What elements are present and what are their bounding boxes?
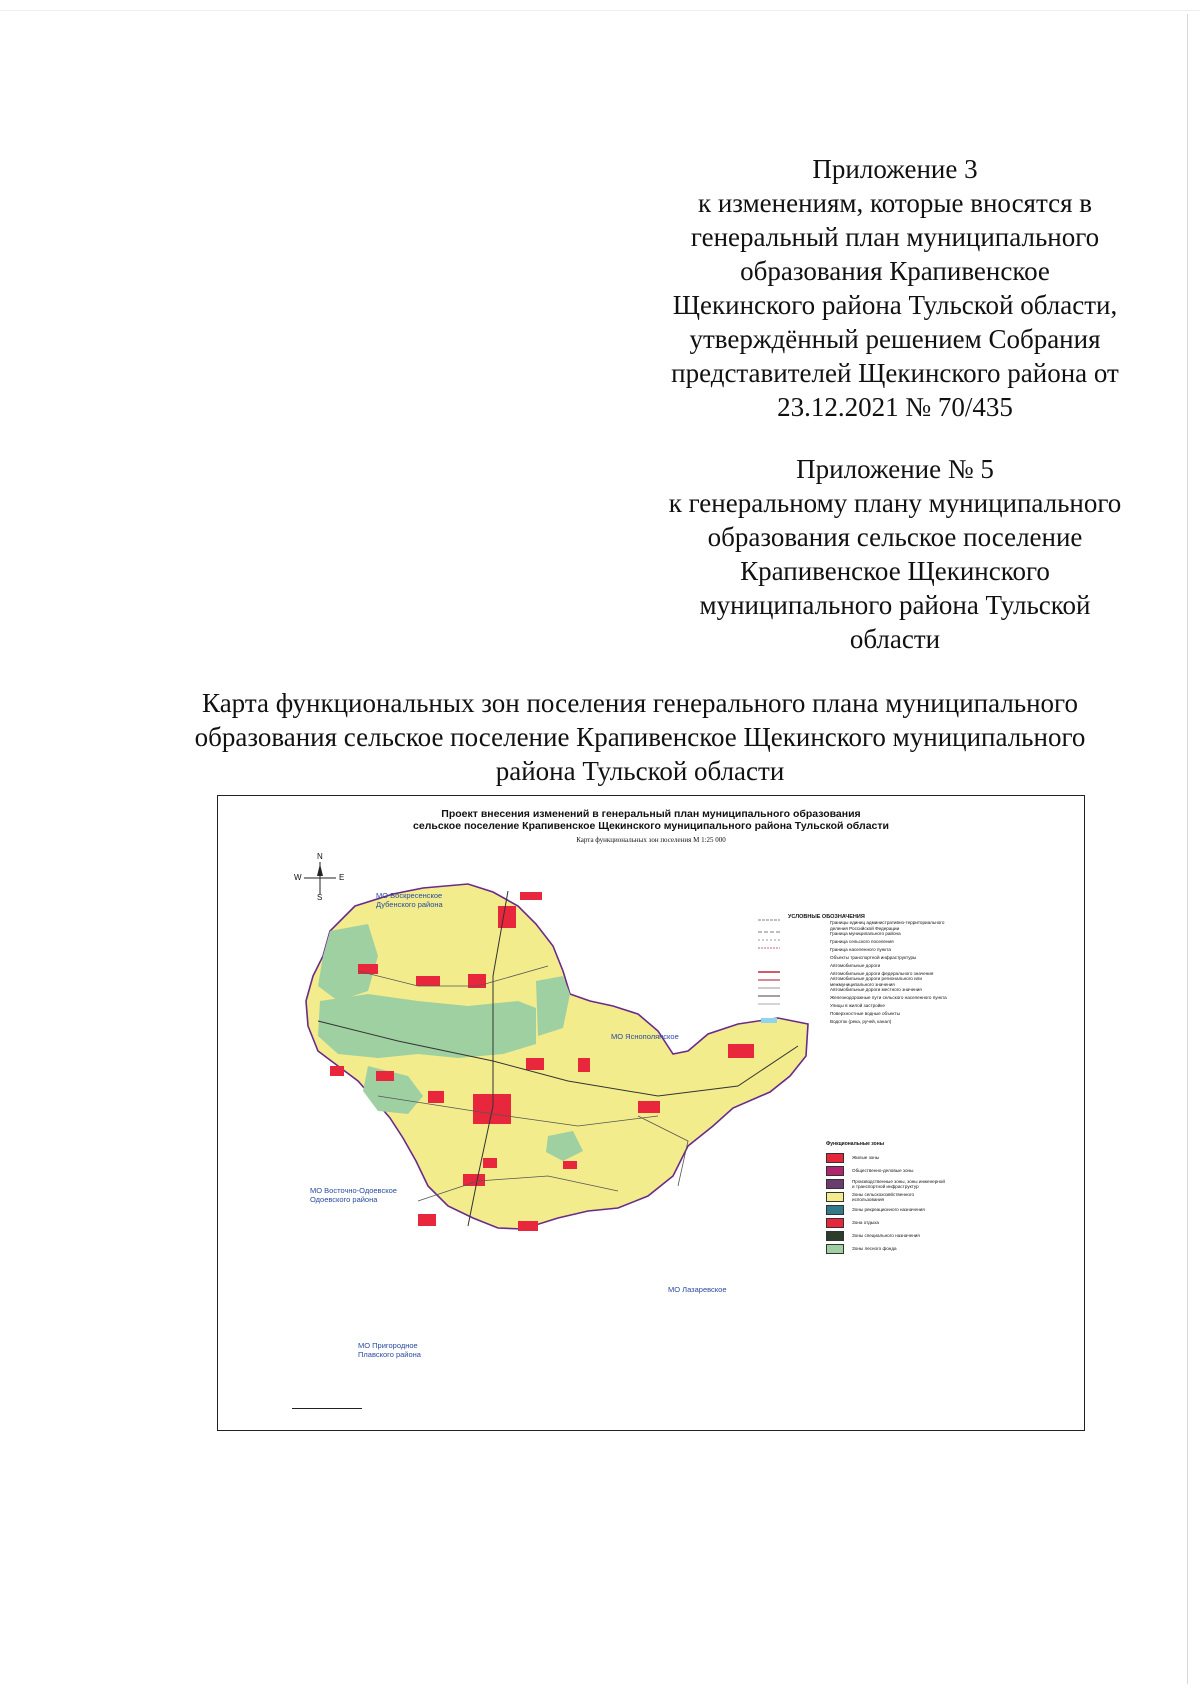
zone-item bbox=[826, 1243, 946, 1256]
legend-item-label: Границы единиц административно-территориального деления Российской Федерации bbox=[830, 920, 945, 931]
document-title bbox=[160, 686, 1120, 788]
legend-item-label: Автомобильные дороги bbox=[830, 963, 881, 968]
map-title bbox=[218, 808, 1084, 832]
settlement-block bbox=[638, 1101, 660, 1113]
appendix5-line: муниципального района Тульской bbox=[699, 590, 1091, 620]
legend-item bbox=[788, 946, 948, 954]
zone-item bbox=[826, 1191, 946, 1204]
zone-swatch bbox=[826, 1205, 844, 1215]
zone-label: Зоны сельскохозяйственного использования bbox=[852, 1191, 915, 1202]
compass-w: W bbox=[294, 873, 302, 882]
page-right-edge bbox=[1187, 14, 1188, 1684]
zone-item bbox=[826, 1165, 946, 1178]
settlement-block bbox=[330, 1066, 344, 1076]
appendix5-line: Крапивенское Щекинского bbox=[740, 556, 1050, 586]
legend-item-label: Улицы в жилой застройке bbox=[830, 1003, 885, 1008]
settlement-block bbox=[520, 892, 542, 900]
legend-item-label: Граница населенного пункта bbox=[830, 947, 891, 952]
settlement-block bbox=[376, 1071, 394, 1081]
page-top-edge bbox=[0, 10, 1200, 11]
appendix3-line: генеральный план муниципального bbox=[690, 222, 1100, 252]
legend-item-label: Железнодорожные пути сельского населенного пункта bbox=[830, 995, 947, 1000]
map-title-line: Проект внесения изменений в генеральный план муниципального образования bbox=[441, 808, 861, 820]
legend-item-label: Водоток (река, ручей, канал) bbox=[830, 1019, 892, 1024]
zone-item bbox=[826, 1230, 946, 1243]
appendix5-line: к генеральному плану муниципального bbox=[668, 488, 1122, 518]
neighbor-label-vostochno-odoevskoe bbox=[310, 1186, 397, 1204]
compass-e: E bbox=[339, 873, 345, 882]
zone-swatch bbox=[826, 1166, 844, 1176]
settlement-block bbox=[483, 1158, 497, 1168]
legend-item bbox=[788, 1002, 948, 1010]
appendix5-line: Приложение № 5 bbox=[796, 454, 994, 484]
appendix5-line: образования сельское поселение bbox=[707, 522, 1083, 552]
zone-label: Общественно-деловые зоны bbox=[852, 1168, 914, 1174]
settlement-block bbox=[416, 976, 440, 986]
settlement-block bbox=[428, 1091, 444, 1103]
settlement-block bbox=[358, 964, 378, 974]
appendix-3-heading bbox=[650, 152, 1140, 424]
document-title-line: Карта функциональных зон поселения генерального плана муниципального bbox=[202, 688, 1078, 718]
legend-item-label: Автомобильные дороги местного значения bbox=[830, 987, 922, 992]
scale-bar bbox=[292, 1408, 362, 1409]
appendix5-line: области bbox=[849, 624, 941, 654]
document-title-line: образования сельское поселение Крапивенское Щекинского муниципального bbox=[194, 722, 1086, 752]
zone-label: Зоны рекреационного назначения bbox=[852, 1207, 925, 1213]
settlement-block bbox=[728, 1044, 754, 1058]
settlement-block bbox=[518, 1221, 538, 1231]
legend-item-label: Поверхностные водные объекты bbox=[830, 1011, 900, 1016]
neighbor-line: Дубенского района bbox=[376, 900, 443, 909]
zone-swatch bbox=[826, 1231, 844, 1241]
neighbor-line: МО Восточно-Одоевское bbox=[310, 1186, 397, 1195]
zone-label: Производственные зоны, зоны инженерной и транспортной инфраструктур bbox=[852, 1178, 945, 1189]
legend-item-label: Автомобильные дороги регионального или межмуниципального значения bbox=[830, 976, 922, 987]
settlement-block bbox=[418, 1214, 436, 1226]
legend-item bbox=[788, 978, 948, 986]
neighbor-line: МО Пригородное bbox=[358, 1341, 418, 1350]
settlement-block bbox=[498, 906, 516, 928]
legend-item bbox=[788, 954, 948, 962]
appendix3-line: представителей Щекинского района от bbox=[671, 358, 1119, 388]
zones-header: Функциональные зоны bbox=[826, 1141, 884, 1147]
compass-rose bbox=[294, 852, 345, 902]
appendix3-line: к изменениям, которые вносятся в bbox=[697, 188, 1093, 218]
appendix3-line: 23.12.2021 № 70/435 bbox=[777, 392, 1013, 422]
legend-item-label: Объекты транспортной инфраструктуры bbox=[830, 955, 917, 960]
map-drawing bbox=[218, 796, 1084, 1430]
map-subtitle: Карта функциональных зон поселения М 1:25 000 bbox=[576, 836, 726, 844]
zones-legend bbox=[826, 1142, 946, 1256]
legend-item-label: Граница сельского поселения bbox=[830, 939, 894, 944]
neighbor-line: МО Яснополянское bbox=[611, 1032, 679, 1041]
neighbor-line: Плавского района bbox=[358, 1350, 421, 1359]
document-title-line: района Тульской области bbox=[495, 756, 785, 786]
neighbor-line: МО Лазаревское bbox=[668, 1285, 727, 1294]
neighbor-label-yasnopolyanskoe bbox=[611, 1032, 679, 1041]
legend-header: УСЛОВНЫЕ ОБОЗНАЧЕНИЯ bbox=[788, 914, 865, 920]
zone-swatch bbox=[826, 1244, 844, 1254]
legend-item bbox=[788, 1018, 948, 1026]
map-figure bbox=[217, 795, 1085, 1431]
zone-label: Жилые зоны bbox=[852, 1155, 880, 1161]
settlement-block bbox=[526, 1058, 544, 1070]
zone-label: Зоны специального назначения bbox=[852, 1233, 920, 1239]
legend-item-label: Граница муниципального района bbox=[830, 931, 901, 936]
appendix3-line: утверждённый решением Собрания bbox=[689, 324, 1101, 354]
appendix3-line: образования Крапивенское bbox=[740, 256, 1050, 286]
zone-item bbox=[826, 1217, 946, 1230]
map-title-line: сельское поселение Крапивенское Щекинского муниципального района Тульской области bbox=[413, 820, 889, 832]
neighbor-label-lazarevskoe bbox=[668, 1285, 726, 1294]
neighbor-label-prigorodnoe bbox=[358, 1341, 421, 1359]
legend-item bbox=[788, 938, 948, 946]
neighbor-label-voskresenskoe bbox=[376, 891, 443, 909]
map-legend bbox=[788, 914, 948, 1026]
legend-item bbox=[788, 994, 948, 1002]
legend-item bbox=[788, 922, 948, 930]
zone-swatch bbox=[826, 1218, 844, 1228]
legend-item bbox=[788, 1010, 948, 1018]
legend-item-label: Автомобильные дороги федерального значения bbox=[830, 971, 934, 976]
appendix-5-heading bbox=[650, 452, 1140, 656]
compass-s: S bbox=[317, 893, 323, 902]
zone-swatch bbox=[826, 1153, 844, 1163]
zone-item bbox=[826, 1152, 946, 1165]
neighbor-line: Одоевского района bbox=[310, 1195, 378, 1204]
appendix3-line: Приложение 3 bbox=[812, 154, 978, 184]
zone-swatch bbox=[826, 1179, 844, 1189]
appendix3-line: Щекинского района Тульской области, bbox=[672, 290, 1118, 320]
forest-zone-central bbox=[318, 994, 536, 1058]
legend-symbols bbox=[758, 920, 780, 1023]
zone-label: Зоны лесного фонда bbox=[852, 1246, 897, 1252]
zone-item bbox=[826, 1178, 946, 1191]
zone-swatch bbox=[826, 1192, 844, 1202]
neighbor-line: МО Воскресенское bbox=[376, 891, 443, 900]
zone-label: Зона отдыха bbox=[852, 1220, 879, 1226]
settlement-block bbox=[463, 1174, 485, 1186]
compass-n: N bbox=[317, 852, 323, 861]
settlement-block bbox=[563, 1161, 577, 1169]
legend-item bbox=[788, 962, 948, 970]
settlement-block bbox=[578, 1058, 590, 1072]
zone-item bbox=[826, 1204, 946, 1217]
